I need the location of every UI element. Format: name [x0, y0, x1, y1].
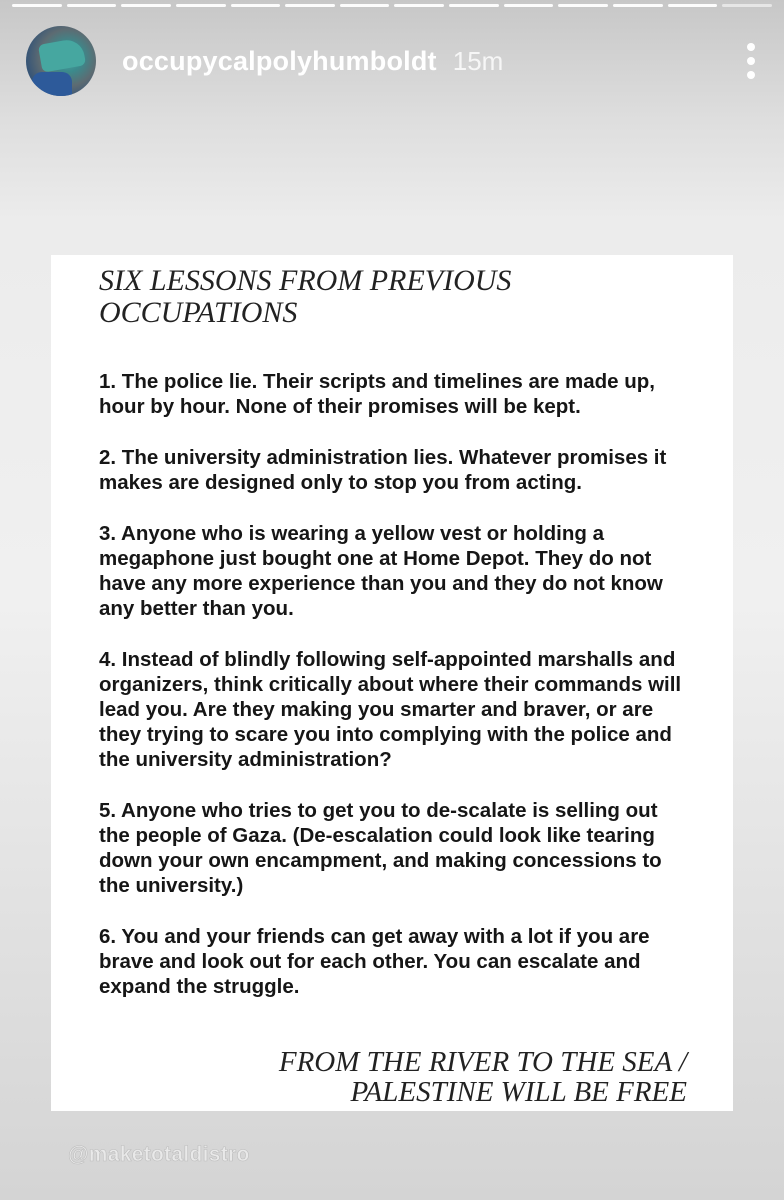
avatar-image: [38, 37, 86, 72]
lesson-6: 6. You and your friends can get away with a lot if you are brave and look out for each other. You can escalate and expand the struggle.: [99, 925, 650, 998]
story-image-document: [51, 255, 733, 1111]
lesson-4: 4. Instead of blindly following self-appointed marshalls and organizers, think critically about where their commands will lead you. Are they making you smarter and braver, or are they trying to scare you into complying with the police and the university administration?: [99, 648, 682, 771]
progress-segment: [340, 4, 390, 7]
progress-segment: [67, 4, 117, 7]
progress-segment: [449, 4, 499, 7]
closing-slogan: [279, 1047, 687, 1107]
progress-segment: [613, 4, 663, 7]
progress-segment: [722, 4, 772, 7]
username[interactable]: occupycalpolyhumboldt: [122, 45, 437, 76]
progress-segment: [176, 4, 226, 7]
lesson-3: 3. Anyone who is wearing a yellow vest or holding a megaphone just bought one at Home Depot. They do not have any more experience than you and they do not know any better than you.: [99, 522, 663, 620]
closing-line-2: PALESTINE WILL BE FREE: [350, 1076, 687, 1108]
timestamp: 15m: [452, 45, 504, 76]
lesson-5: 5. Anyone who tries to get you to de-scalate is selling out the people of Gaza. (De-escalation could look like tearing down your own encampment, and making concessions to the university.): [99, 799, 662, 897]
story-progress-bar: [12, 4, 772, 8]
document-title: SIX LESSONS FROM PREVIOUS OCCUPATIONS: [99, 264, 512, 329]
progress-segment: [558, 4, 608, 7]
lesson-1: 1. The police lie. Their scripts and timelines are made up, hour by hour. None of their promises will be kept.: [99, 370, 655, 418]
progress-segment: [504, 4, 554, 7]
progress-segment: [12, 4, 62, 7]
progress-segment: [285, 4, 335, 7]
progress-segment: [394, 4, 444, 7]
avatar[interactable]: [26, 26, 96, 96]
closing-line-1: FROM THE RIVER TO THE SEA /: [278, 1046, 687, 1078]
lesson-2: 2. The university administration lies. Whatever promises it makes are designed only to stop you from acting.: [99, 446, 667, 494]
story-header: [26, 26, 758, 96]
more-vertical-icon[interactable]: [744, 41, 758, 81]
progress-segment: [121, 4, 171, 7]
progress-segment: [668, 4, 718, 7]
progress-segment: [231, 4, 281, 7]
watermark: @maketotaldistro: [68, 1143, 250, 1166]
